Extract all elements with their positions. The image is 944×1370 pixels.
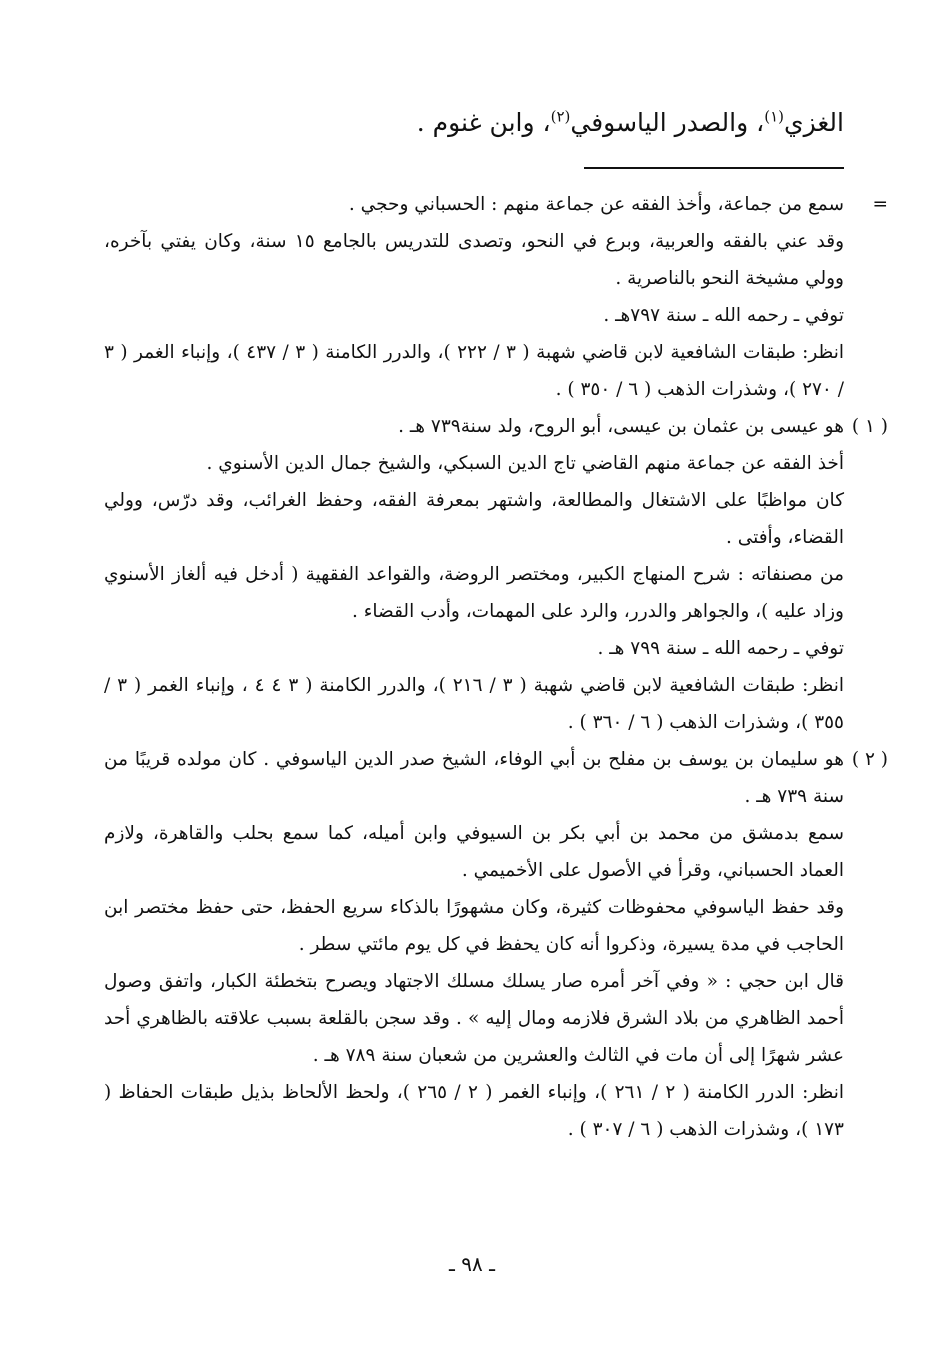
footnote-2-paragraph: قال ابن حجي : « وفي آخر أمره صار يسلك مسلك الاجتهاد ويصرح بتخطئة الكبار، واتفق وصول أحمد الظاهري من بلاد الشرق فلازمه ومال إليه » . وقد سجن بالقلعة بسبب علاقته بالظاهري أحد عشر شهرًا إلى أن مات في الثالث والعشرين من شعبان سنة ٧٨٩ هـ . xyxy=(104,971,844,1066)
footnote-ref-2: (٢) xyxy=(550,107,571,126)
footnote-1-paragraph: انظر: طبقات الشافعية لابن قاضي شهبة ( ٣ / ٢١٦ )، والدرر الكامنة ( ٣ ٤ ٤ ، وإنباء الغمر ( ٣ / ٣٥٥ )، وشذرات الذهب ( ٦ / ٣٦٠ ) . xyxy=(104,675,845,733)
footnote-2-paragraph: سمع بدمشق من محمد بن أبي بكر بن السيوفي وابن أميله، كما سمع بحلب والقاهرة، ولازم العماد الحسباني، وقرأ في الأصول على الأخميمي . xyxy=(104,823,844,881)
footnote-1-paragraph: كان مواظبًا على الاشتغال والمطالعة، واشتهر بمعرفة الفقه، وحفظ الغرائب، وقد درّس، وولي القضاء، وأفتى . xyxy=(104,490,844,548)
footnote-2-paragraph: ( ٢ ) هو سليمان بن يوسف بن مفلح بن أبي الوفاء، الشيخ صدر الدين الياسوفي . كان مولده قريبًا من سنة ٧٣٩ هـ . xyxy=(104,741,844,815)
continuation-paragraph: وقد عني بالفقه والعربية، وبرع في النحو، وتصدى للتدريس بالجامع ١٥ سنة، وكان يفتي بآخره، وولي مشيخة النحو بالناصرية . xyxy=(104,231,845,289)
continuation-paragraph: = سمع من جماعة، وأخذ الفقه عن جماعة منهم : الحسباني وحجي . xyxy=(104,186,844,223)
main-text-part-2: ، والصدر الياسوفي xyxy=(570,108,765,137)
footnote-divider xyxy=(584,167,844,169)
footnotes-section xyxy=(104,186,888,1148)
continuation-marker: = xyxy=(872,194,888,215)
footnote-1-marker: ( ١ ) xyxy=(851,416,888,437)
footnote-1-paragraph: ( ١ ) هو عيسى بن عثمان بن عيسى، أبو الروح، ولد سنة٧٣٩ هـ . xyxy=(104,408,844,445)
footnote-1-paragraph: أخذ الفقه عن جماعة منهم القاضي تاج الدين السبكي، والشيخ جمال الدين الأسنوي . xyxy=(206,453,844,474)
continuation-paragraph: توفي ـ رحمه الله ـ سنة ٧٩٧هـ . xyxy=(603,305,844,326)
footnote-2-marker: ( ٢ ) xyxy=(851,749,888,770)
footnote-ref-1: (١) xyxy=(764,107,784,126)
page-number: ـ ٩٨ ـ xyxy=(449,1252,495,1276)
footnote-1-paragraph: توفي ـ رحمه الله ـ سنة ٧٩٩ هـ . xyxy=(597,638,844,659)
continuation-paragraph: انظر: طبقات الشافعية لابن قاضي شهبة ( ٣ / ٢٢٢ )، والدرر الكامنة ( ٣ / ٤٣٧ )، وإنباء الغمر ( ٣ / ٢٧٠ )، وشذرات الذهب ( ٦ / ٣٥٠ ) . xyxy=(104,342,845,400)
main-text-part-3: ، وابن غنوم . xyxy=(416,108,551,137)
main-text-part-1: الغزي xyxy=(784,108,844,137)
footnote-1-paragraph: من مصنفاته : شرح المنهاج الكبير، ومختصر الروضة، والقواعد الفقهية ( أدخل فيه ألغاز الأسنوي وزاد عليه )، والجواهر والدرر، والرد على المهمات، وأدب القضاء . xyxy=(104,564,844,622)
footnote-2-paragraph: انظر: الدرر الكامنة ( ٢ / ٢٦١ )، وإنباء الغمر ( ٢ / ٢٦٥ )، ولحظ الألحاظ بذيل طبقات الحفاظ ( ١٧٣ )، وشذرات الذهب ( ٦ / ٣٠٧ ) . xyxy=(104,1082,845,1140)
footnote-2-paragraph: وقد حفظ الياسوفي محفوظات كثيرة، وكان مشهورًا بالذكاء سريع الحفظ، حتى حفظ مختصر ابن الحاجب في مدة يسيرة، وذكروا أنه كان يحفظ في كل يوم مائتي سطر . xyxy=(104,897,844,955)
main-text-line xyxy=(84,98,844,148)
